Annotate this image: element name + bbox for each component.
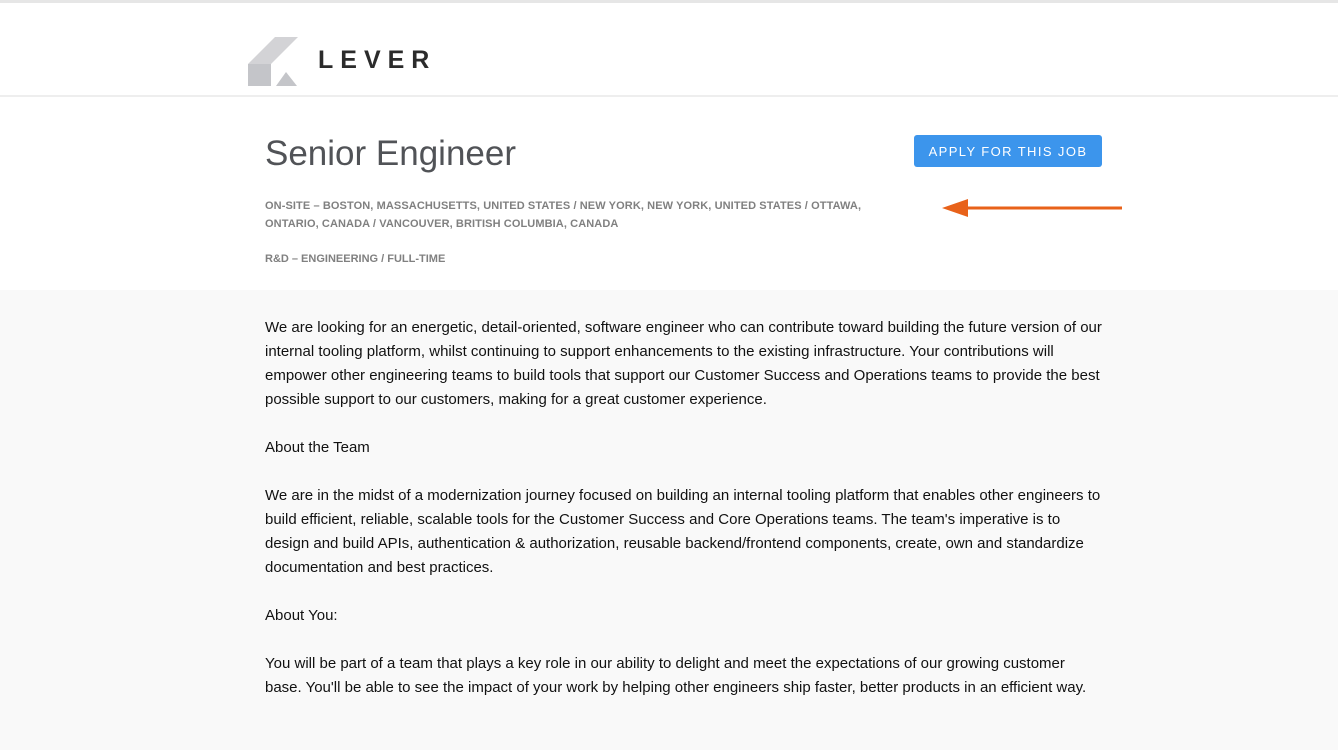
brand-name: LEVER — [318, 45, 437, 74]
apply-button[interactable]: APPLY FOR THIS JOB — [914, 135, 1102, 167]
description-section — [265, 316, 1105, 700]
job-description — [0, 290, 1338, 750]
about-team-heading: About the Team — [265, 439, 370, 456]
arrow-left-icon — [942, 199, 1124, 217]
job-categories: R&D – ENGINEERING / FULL-TIME — [265, 253, 446, 265]
about-you-paragraph: You will be part of a team that plays a key role in our ability to delight and meet the expectations of our growing customer base. You'll be able to see the impact of your work by helping other engineers ship faster, better products in an efficient way. — [265, 655, 1087, 696]
locations-line-1: ON-SITE – BOSTON, MASSACHUSETTS, UNITED STATES / NEW YORK, NEW YORK, UNITED STATES / OTTAWA, — [265, 200, 862, 212]
job-locations — [265, 197, 905, 233]
locations-line-2: ONTARIO, CANADA / VANCOUVER, BRITISH COLUMBIA, CANADA — [265, 218, 619, 230]
lever-logo-link[interactable] — [248, 34, 436, 86]
posting-headline — [0, 97, 1338, 290]
site-header — [0, 3, 1338, 97]
lever-logo-icon — [248, 34, 300, 86]
intro-paragraph: We are looking for an energetic, detail-oriented, software engineer who can contribute toward building the future version of our internal tooling platform, whilst continuing to support enhancements to the existing infrastructure. Your contributions will empower other engineering teams to build tools that support our Customer Success and Operations teams to provide the best possible support to our customers, making for a great customer experience. — [265, 319, 1102, 408]
job-title: Senior Engineer — [265, 134, 516, 173]
about-team-paragraph: We are in the midst of a modernization journey focused on building an internal tooling platform that enables other engineers to build efficient, reliable, scalable tools for the Customer Success and Core Operations teams. The team's imperative is to design and build APIs, authentication & authorization, reusable backend/frontend components, create, own and standardize documentation and best practices. — [265, 487, 1101, 576]
about-you-heading: About You: — [265, 607, 338, 624]
